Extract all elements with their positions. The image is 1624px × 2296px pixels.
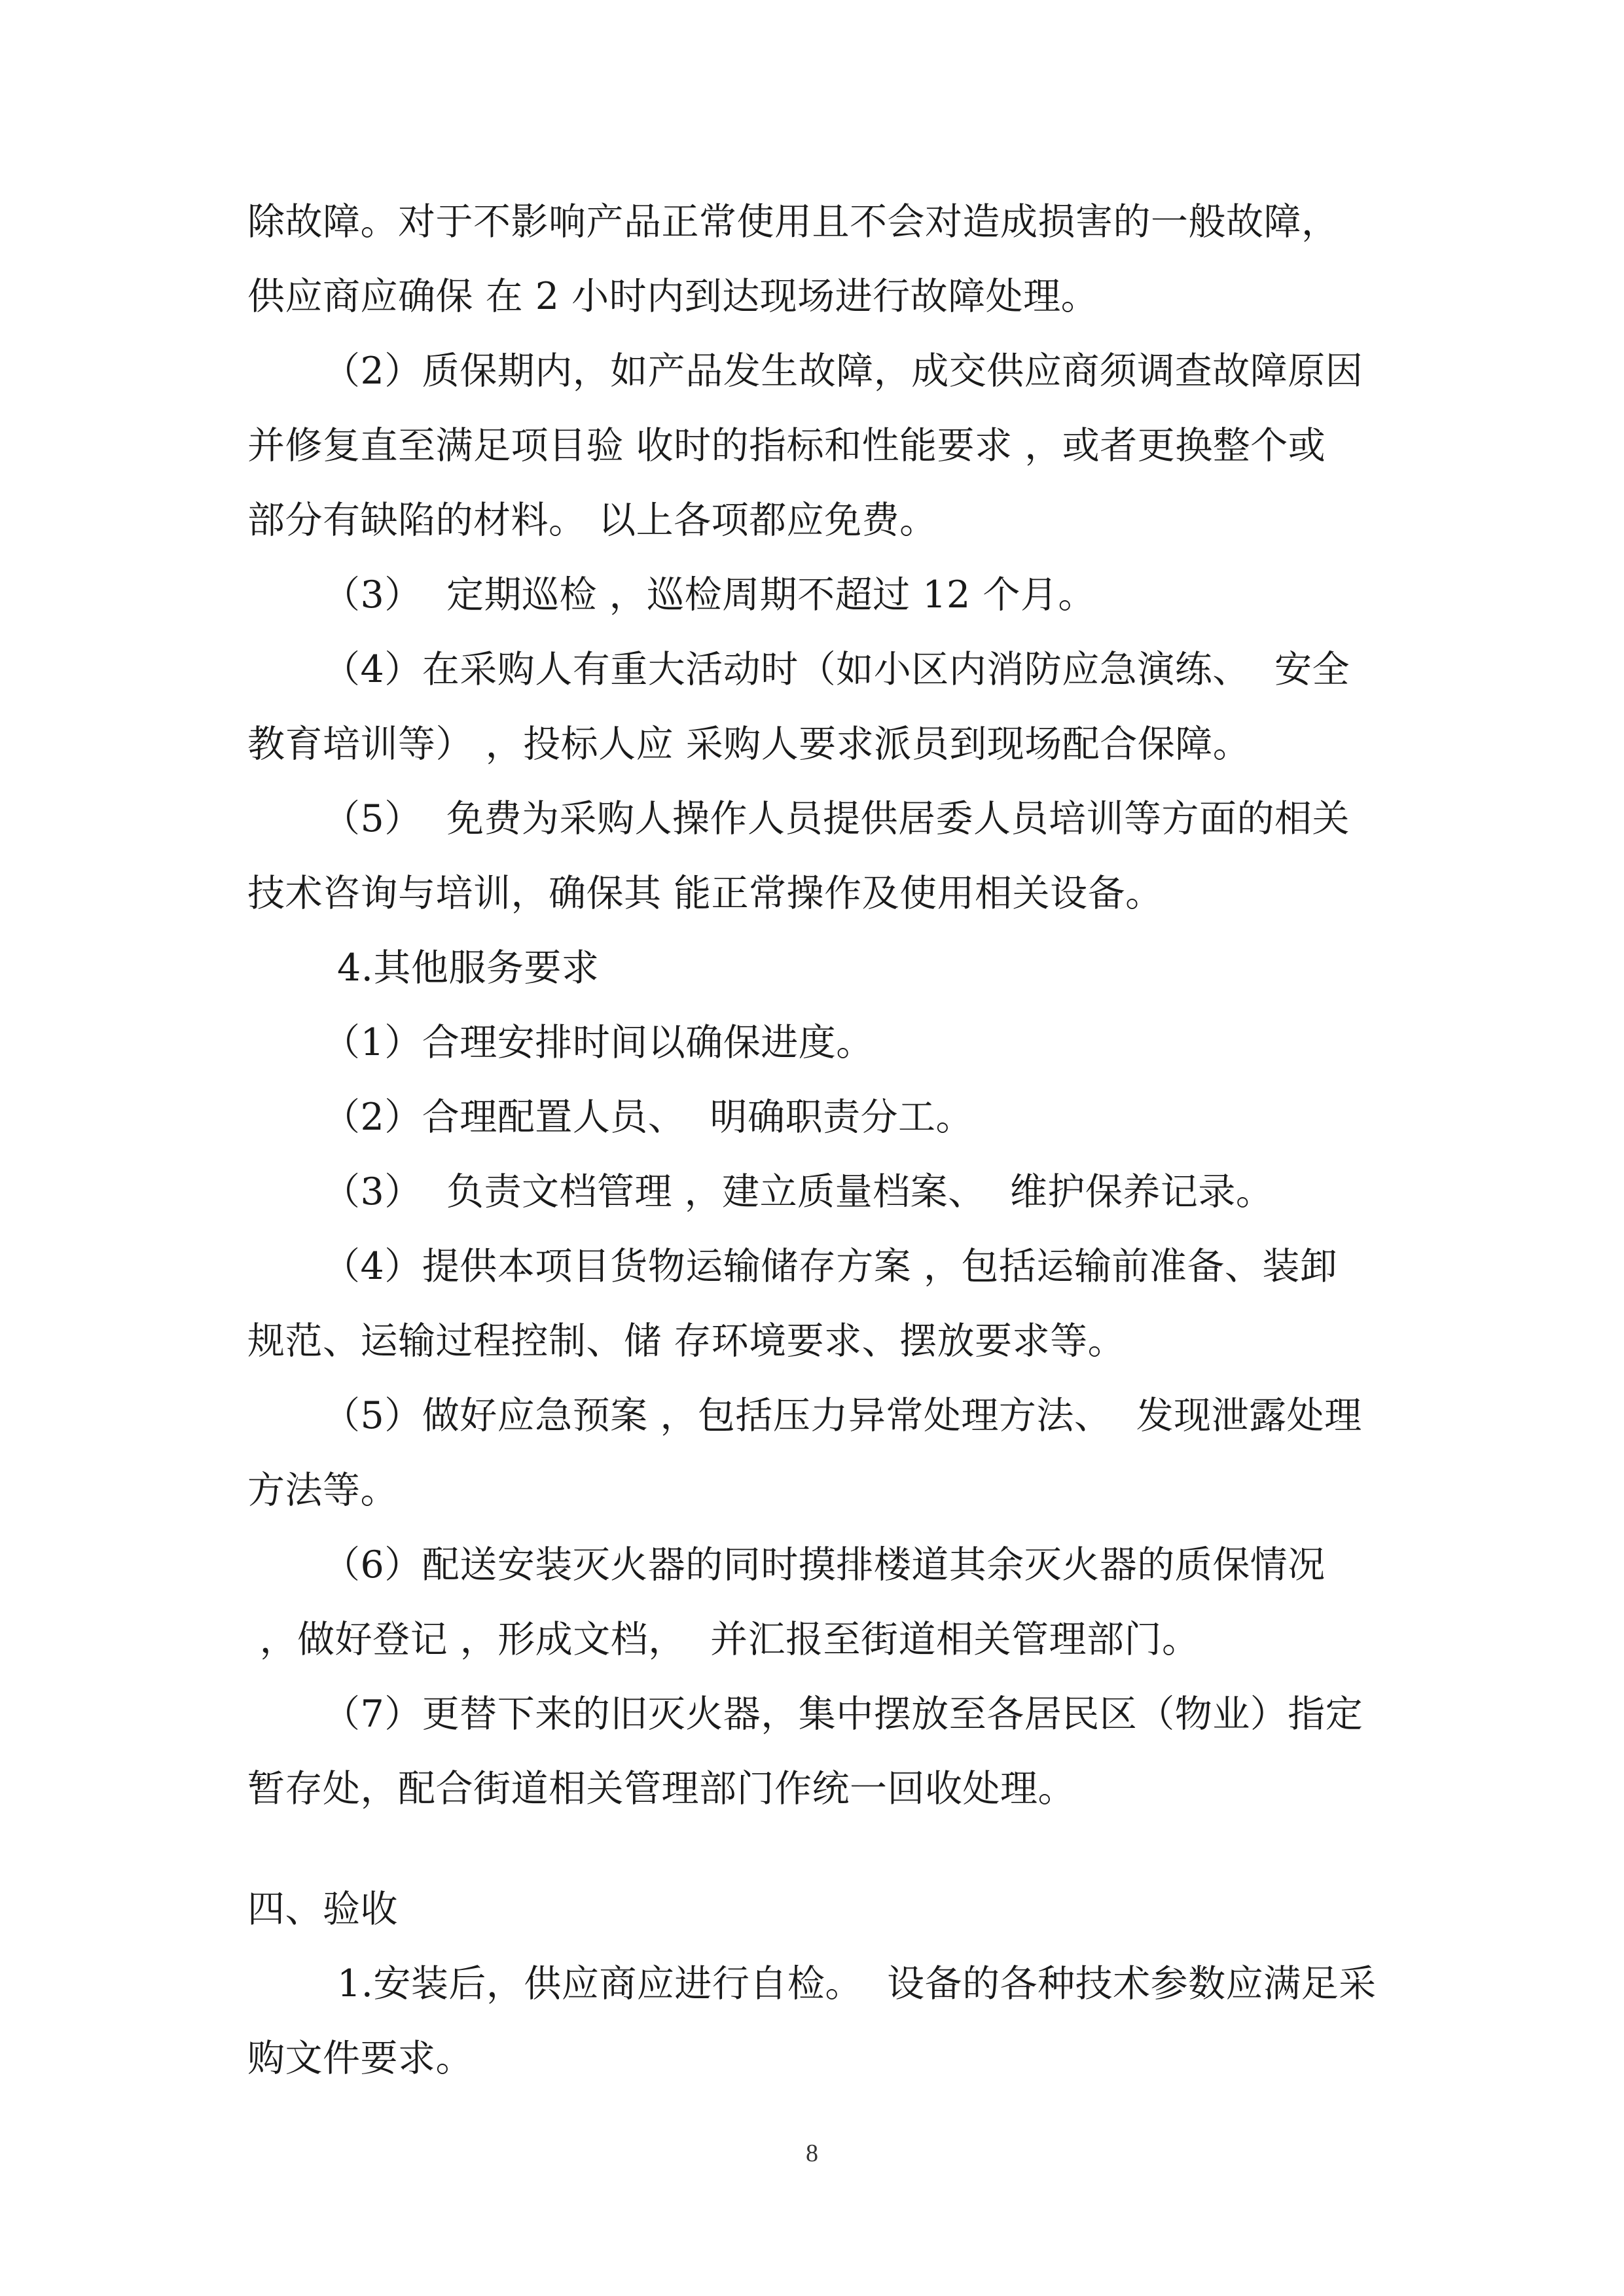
list-item: （3） 定期巡检 ，巡检周期不超过 12 个月。: [323, 573, 1096, 617]
page-number: 8: [806, 2140, 818, 2167]
list-item: （5） 免费为采购人操作人员提供居委人员培训等方面的相关: [323, 797, 1350, 840]
text-line: 供应商应确保 在 2 小时内到达现场进行故障处理。: [247, 275, 1099, 318]
list-item: （7）更替下来的旧灭火器，集中摆放至各居民区（物业）指定: [323, 1693, 1363, 1736]
text-line: 除故障。对于不影响产品正常使用且不会对造成损害的一般故障，: [247, 200, 1339, 243]
text-line: ，做好登记 ，形成文档， 并汇报至街道相关管理部门。: [247, 1618, 1200, 1661]
text-line: 部分有缺陷的材料。 以上各项都应免费。: [247, 499, 937, 542]
list-item: （6）配送安装灭火器的同时摸排楼道其余灭火器的质保情况: [323, 1543, 1326, 1587]
list-item: 1.安装后，供应商应进行自检。 设备的各种技术参数应满足采: [337, 1962, 1377, 2005]
chapter-heading: 四、验收: [247, 1888, 398, 1931]
list-item: （5）做好应急预案 ，包括压力异常处理方法、 发现泄露处理: [323, 1394, 1362, 1437]
list-item: （3） 负责文档管理 ，建立质量档案、 维护保养记录。: [323, 1170, 1274, 1213]
text-line: 技术咨询与培训，确保其 能正常操作及使用相关设备。: [247, 872, 1163, 915]
text-line: 教育培训等） ，投标人应 采购人要求派员到现场配合保障。: [247, 723, 1251, 766]
document-body: [247, 185, 1381, 2096]
list-item: （4）在采购人有重大活动时（如小区内消防应急演练、 安全: [323, 648, 1350, 691]
text-line: 并修复直至满足项目验 收时的指标和性能要求 ，或者更换整个或: [247, 424, 1326, 467]
text-line: 购文件要求。: [247, 2037, 473, 2080]
section-heading: 4.其他服务要求: [337, 946, 600, 990]
list-item: （1）合理安排时间以确保进度。: [323, 1021, 874, 1064]
list-item: （4）提供本项目货物运输储存方案 ，包括运输前准备、装卸: [323, 1245, 1338, 1288]
list-item: （2）质保期内，如产品发生故障，成交供应商须调查故障原因: [323, 350, 1363, 393]
list-item: （2）合理配置人员、 明确职责分工。: [323, 1096, 974, 1139]
text-line: 规范、运输过程控制、储 存环境要求、摆放要求等。: [247, 1319, 1126, 1363]
text-line: 方法等。: [247, 1469, 398, 1512]
text-line: 暂存处，配合街道相关管理部门作统一回收处理。: [247, 1767, 1075, 1810]
